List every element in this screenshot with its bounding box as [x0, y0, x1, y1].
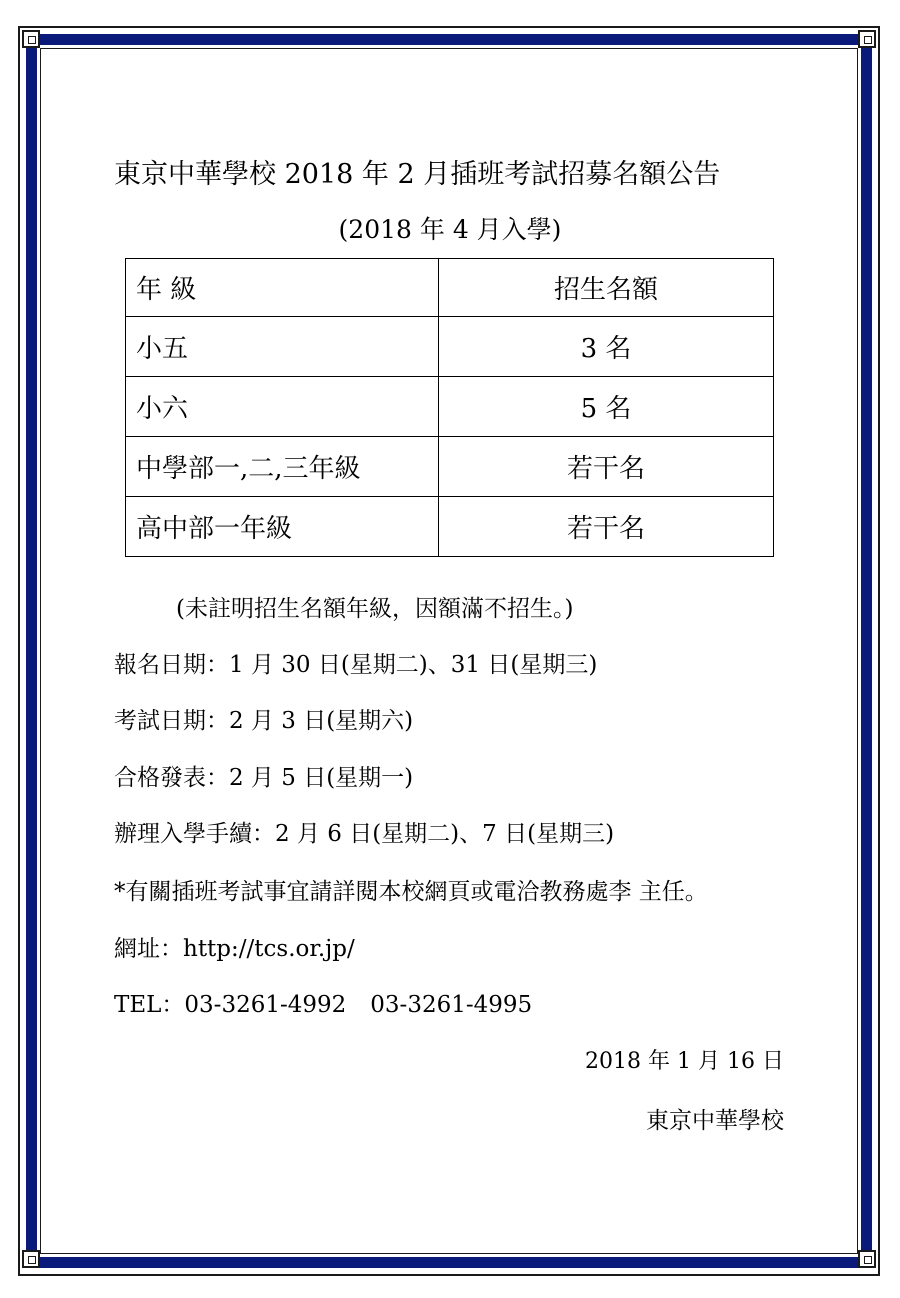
frame-corner-ornament	[22, 30, 40, 48]
table-row	[126, 377, 774, 437]
table-row	[126, 437, 774, 497]
issue-date: 2018 年 1 月 16 日	[585, 1049, 784, 1074]
header-grade: 年 級	[126, 259, 439, 317]
telephone-line	[114, 986, 532, 1019]
registration-date: 報名日期：1 月 30 日(星期二)、31 日(星期三)	[114, 652, 598, 678]
row-quota: 3 名	[439, 317, 774, 377]
results-date: 合格發表：2 月 5 日(星期一)	[114, 765, 414, 791]
row-grade: 中學部一,二,三年級	[126, 437, 439, 497]
row-grade: 小五	[126, 317, 439, 377]
row-quota: 若干名	[439, 497, 774, 557]
frame-corner-ornament	[858, 30, 876, 48]
enrollment-date: 辦理入學手續：2 月 6 日(星期二)、7 日(星期三)	[114, 821, 615, 847]
quota-table	[125, 258, 774, 557]
notice-title: 東京中華學校 2018 年 2 月插班考試招募名額公告	[114, 159, 721, 190]
row-grade: 小六	[126, 377, 439, 437]
table-note: (未註明招生名額年級，因額滿不招生。)	[176, 596, 574, 622]
telephone-secondary: 03-3261-4995	[370, 992, 533, 1018]
table-row	[126, 317, 774, 377]
frame-corner-ornament	[22, 1250, 40, 1268]
exam-date: 考試日期：2 月 3 日(星期六)	[114, 708, 414, 734]
school-signature: 東京中華學校	[646, 1108, 784, 1134]
table-row	[126, 497, 774, 557]
telephone-primary: TEL：03-3261-4992	[114, 992, 347, 1018]
website-line: 網址：http://tcs.or.jp/	[114, 936, 355, 962]
row-quota: 若干名	[439, 437, 774, 497]
frame-corner-ornament	[858, 1250, 876, 1268]
row-grade: 高中部一年級	[126, 497, 439, 557]
contact-note: *有關插班考試事宜請詳閱本校網頁或電洽教務處李 主任。	[114, 879, 708, 905]
row-quota: 5 名	[439, 377, 774, 437]
table-header-row	[126, 259, 774, 317]
header-quota: 招生名額	[439, 259, 774, 317]
notice-subtitle: (2018 年 4 月入學)	[338, 215, 562, 244]
